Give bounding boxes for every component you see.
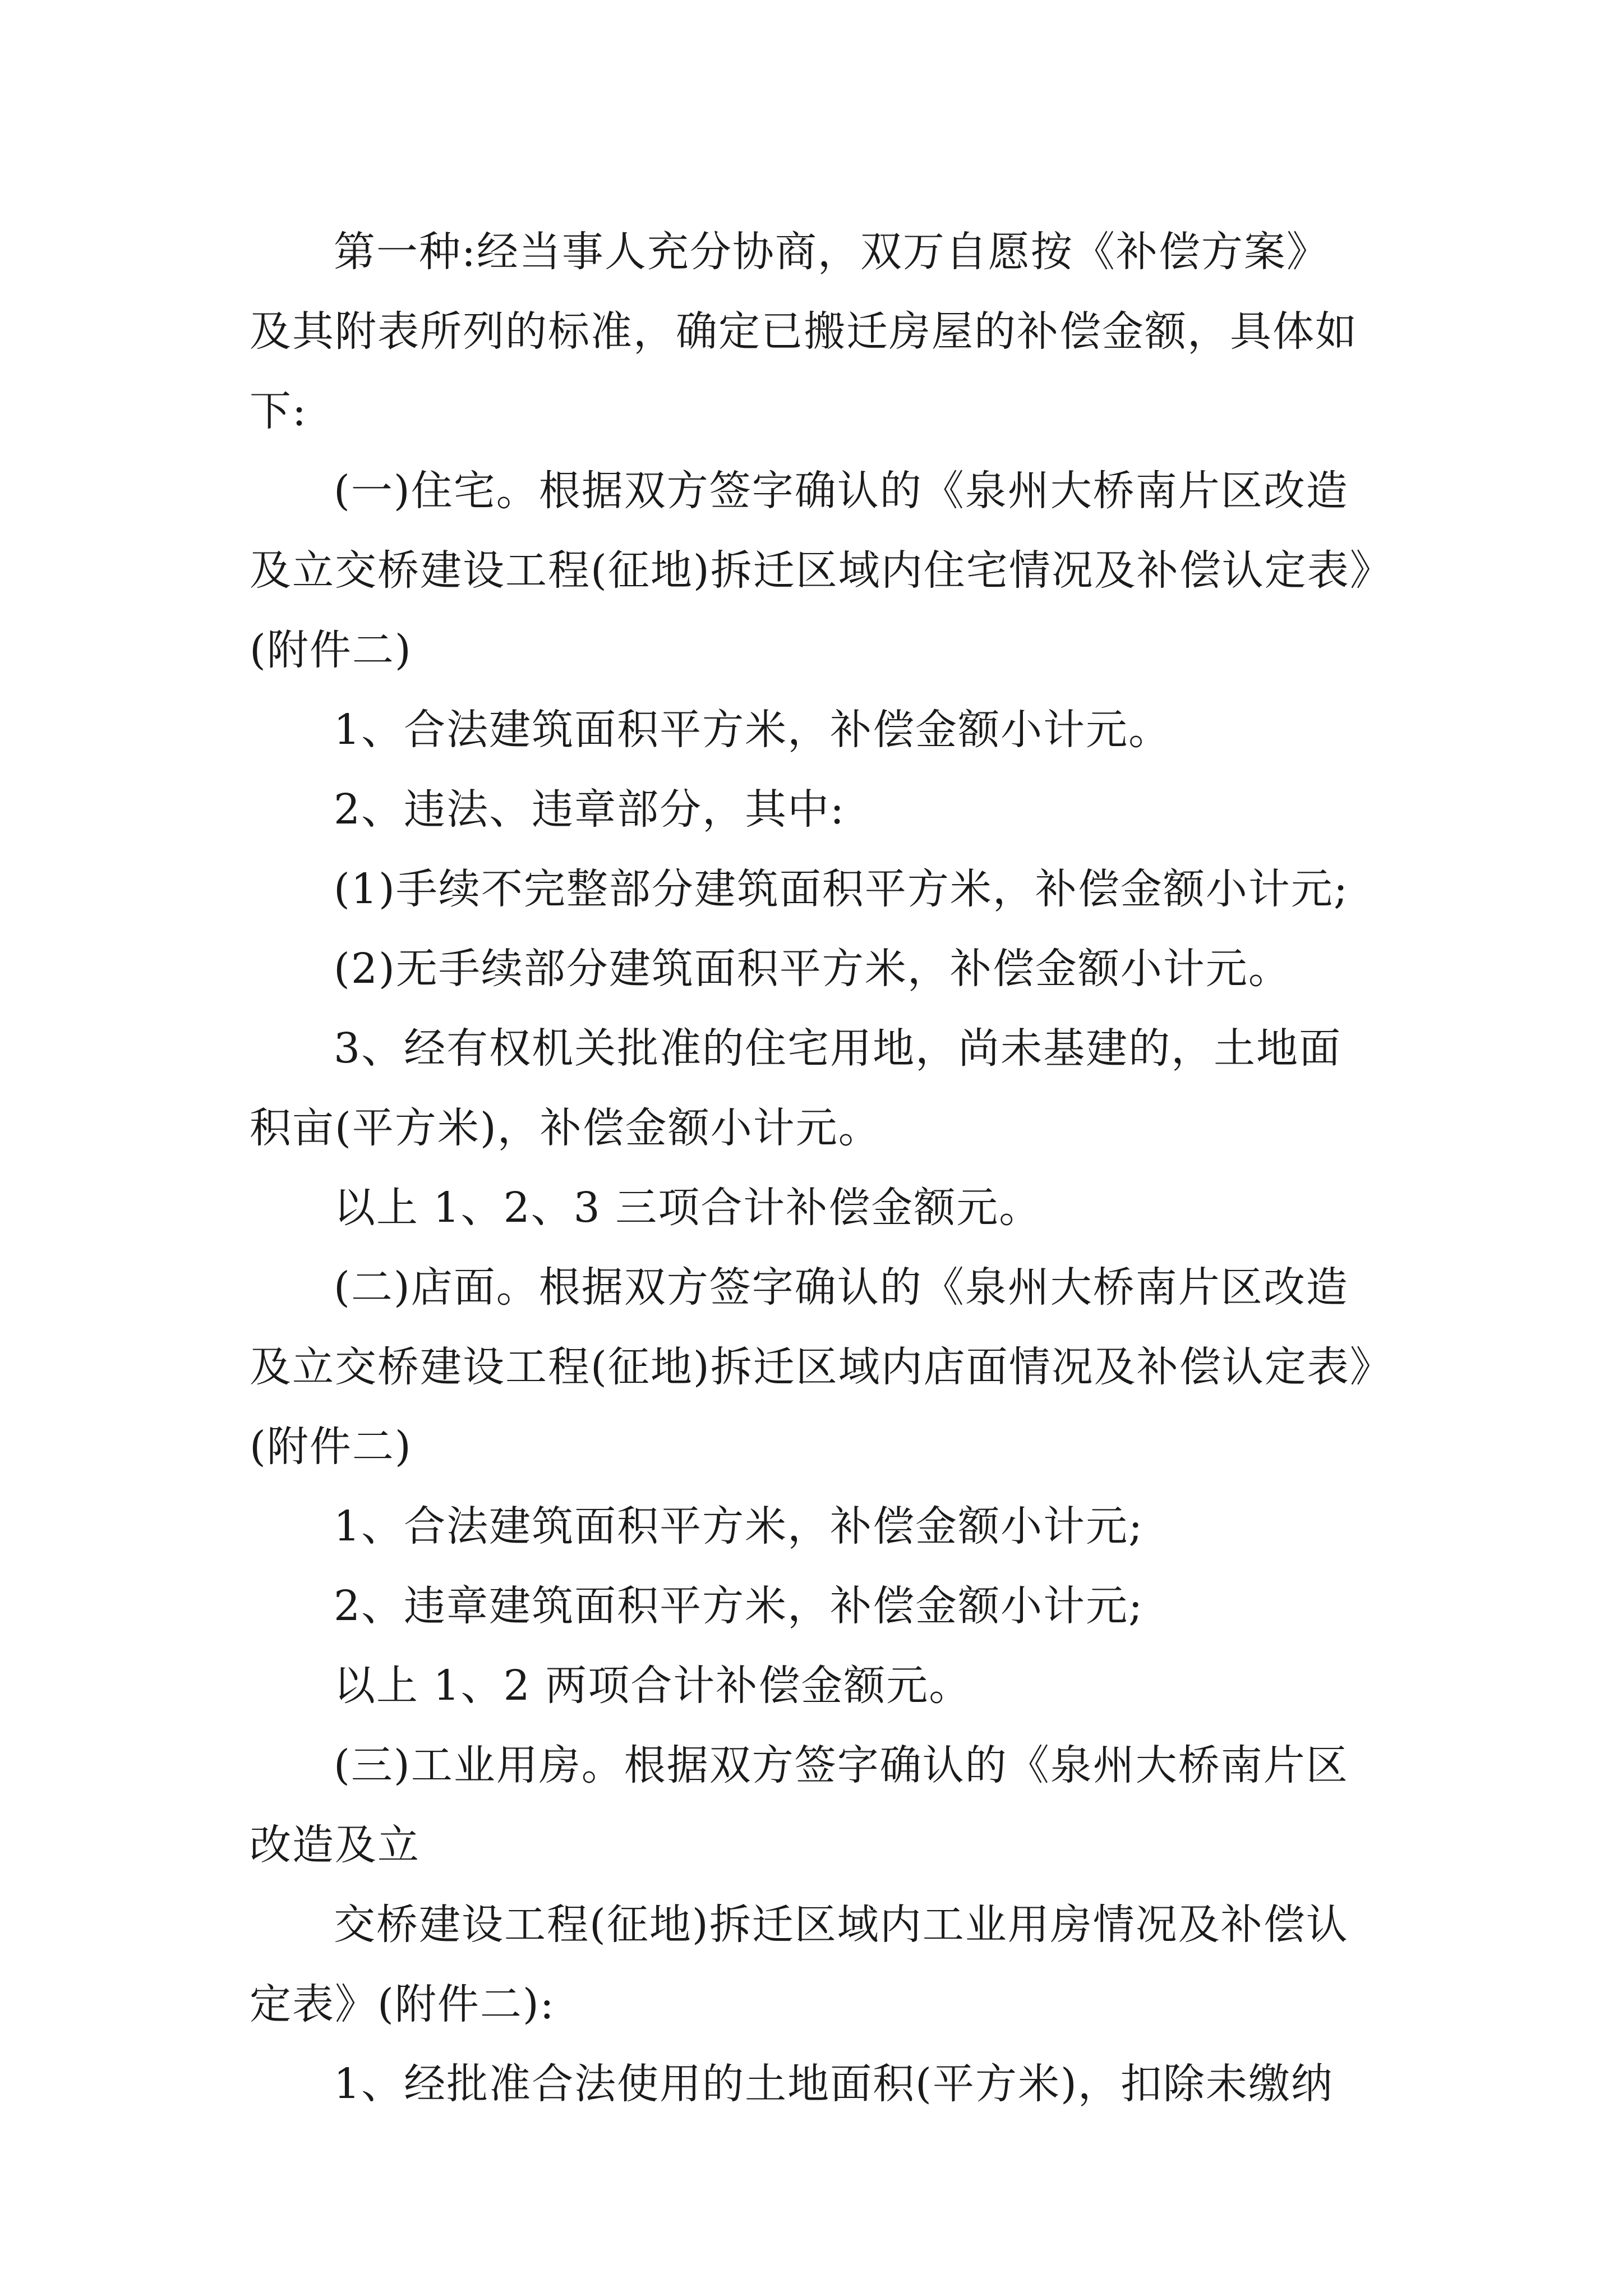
- text-line: 以上 1、2 两项合计补偿金额元。: [334, 1662, 972, 1710]
- text-line: (附件二): [250, 1423, 412, 1471]
- text-line: 2、违法、违章部分，其中:: [334, 785, 846, 834]
- text-line: 及其附表所列的标准，确定已搬迁房屋的补偿金额，具体如: [250, 307, 1358, 356]
- text-line: 3、经有权机关批准的住宅用地，尚未基建的，土地面: [334, 1024, 1342, 1073]
- text-line: 改造及立: [250, 1821, 420, 1869]
- text-line: 以上 1、2、3 三项合计补偿金额元。: [334, 1184, 1042, 1232]
- text-line: (一)住宅。根据双方签字确认的《泉州大桥南片区改造: [334, 467, 1349, 515]
- text-line: 1、合法建筑面积平方米，补偿金额小计元;: [334, 1502, 1144, 1550]
- text-line: (2)无手续部分建筑面积平方米，补偿金额小计元。: [334, 945, 1291, 993]
- text-line: (1)手续不完整部分建筑面积平方米，补偿金额小计元;: [334, 865, 1349, 913]
- text-line: (附件二): [250, 626, 412, 674]
- text-line: (三)工业用房。根据双方签字确认的《泉州大桥南片区: [334, 1741, 1349, 1789]
- text-line: 及立交桥建设工程(征地)拆迁区域内住宅情况及补偿认定表》: [250, 546, 1393, 595]
- text-line: 第一种:经当事人充分协商，双万自愿按《补偿方案》: [334, 228, 1329, 276]
- document-body: [250, 212, 1393, 2124]
- text-line: 下:: [250, 387, 307, 435]
- text-line: 积亩(平方米)，补偿金额小计元。: [250, 1104, 881, 1152]
- text-line: 1、经批准合法使用的土地面积(平方米)，扣除未缴纳: [334, 2060, 1334, 2108]
- text-line: 交桥建设工程(征地)拆迁区域内工业用房情况及补偿认: [334, 1901, 1349, 1949]
- text-line: 1、合法建筑面积平方米，补偿金额小计元。: [334, 706, 1172, 754]
- text-line: 定表》(附件二):: [250, 1980, 555, 2028]
- text-line: 2、违章建筑面积平方米，补偿金额小计元;: [334, 1582, 1144, 1630]
- text-line: (二)店面。根据双方签字确认的《泉州大桥南片区改造: [334, 1263, 1349, 1312]
- text-line: 及立交桥建设工程(征地)拆迁区域内店面情况及补偿认定表》: [250, 1343, 1393, 1391]
